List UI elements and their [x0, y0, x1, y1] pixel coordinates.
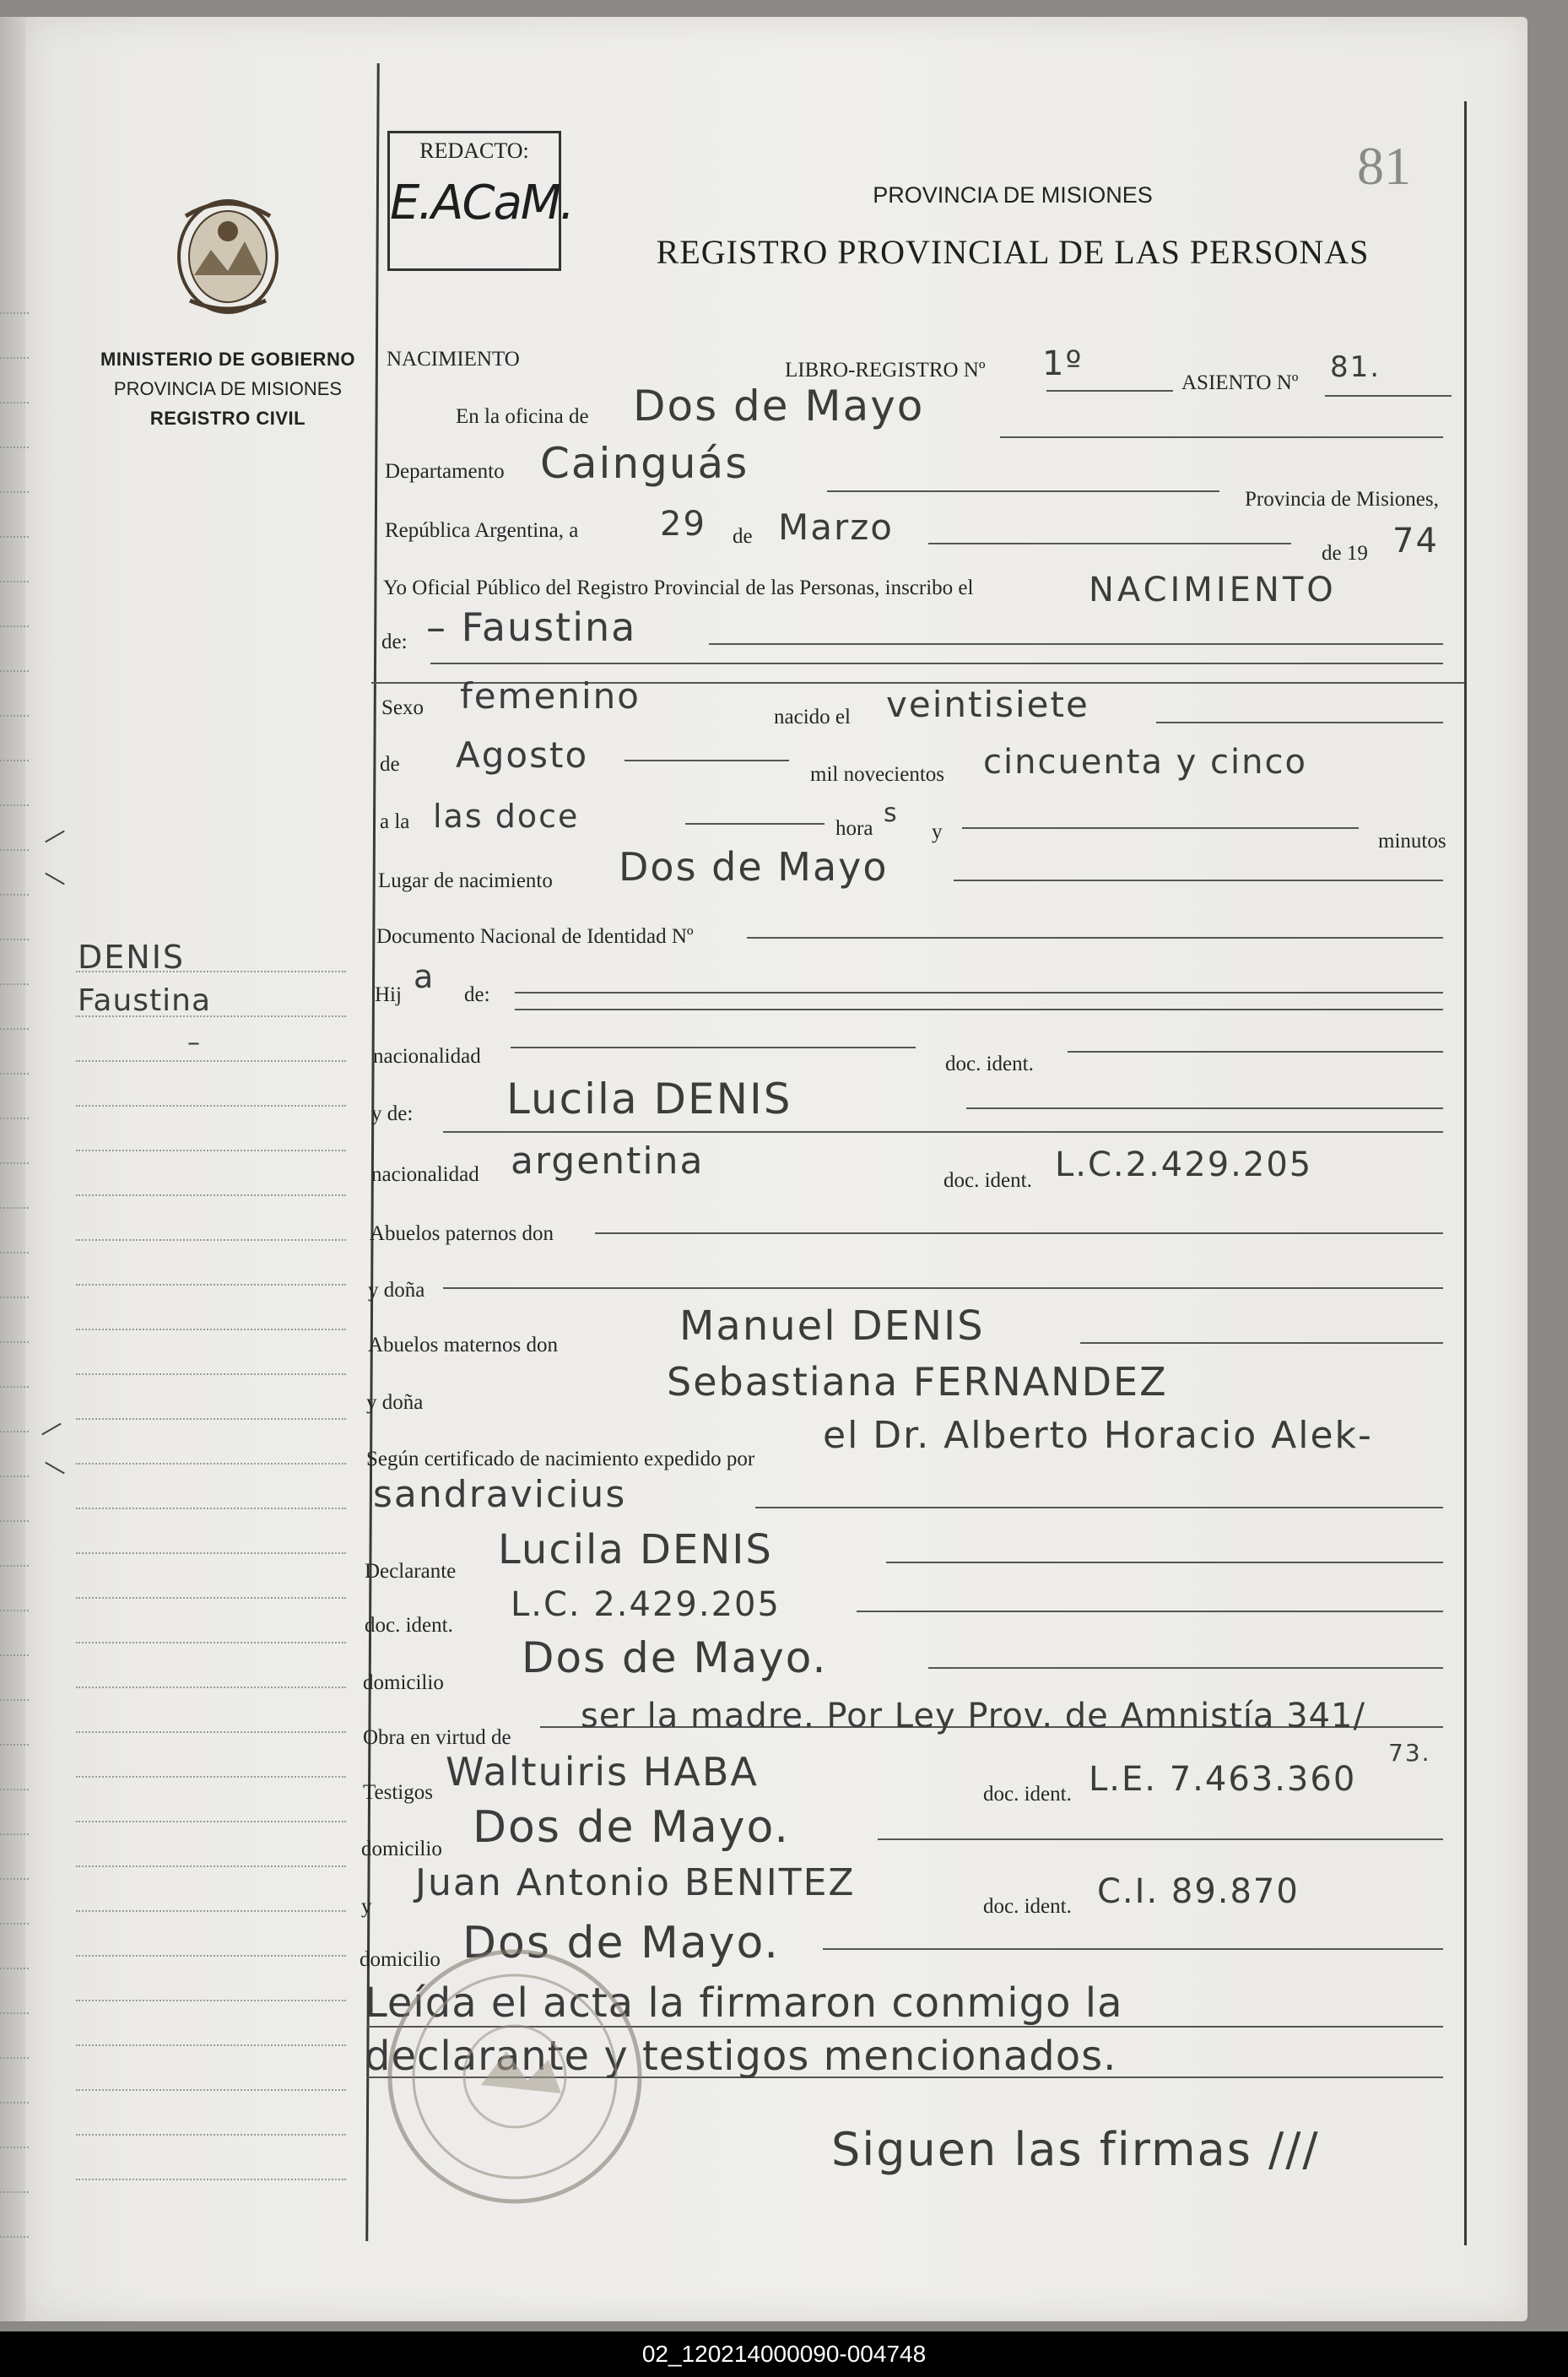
label-documento: Documento Nacional de Identidad Nº: [376, 925, 694, 948]
entry-abuelo-materno: Manuel DENIS: [679, 1302, 985, 1350]
scan-id: 02_120214000090-004748: [641, 2341, 927, 2367]
entry-dia: 29: [660, 505, 706, 544]
label-nacionalidad-madre: nacionalidad: [371, 1163, 479, 1186]
binding-dotted-line: [0, 491, 29, 493]
margin-dotted-line: [76, 1597, 346, 1599]
binding-dotted-line: [0, 1923, 29, 1925]
margin-dotted-line: [76, 1642, 346, 1643]
label-dona-materna: y doña: [366, 1391, 424, 1414]
rule-agosto: [624, 760, 789, 761]
rule-hij-2: [515, 1009, 1443, 1010]
label-nacionalidad-padre: nacionalidad: [373, 1045, 481, 1068]
binding-dotted-line: [0, 1386, 29, 1388]
entry-testigo2-dom: Dos de Mayo.: [462, 1918, 780, 1968]
entry-testigo2-doc: C.I. 89.870: [1097, 1872, 1300, 1911]
redacto-label: REDACTO:: [419, 138, 529, 163]
entry-declarante-dom: Dos de Mayo.: [522, 1633, 828, 1682]
label-de-fecha: de: [380, 753, 400, 776]
binding-dotted-line: [0, 625, 29, 627]
entry-obra-2: 73.: [1388, 1739, 1431, 1767]
margin-dotted-line: [76, 2000, 346, 2001]
entry-nombre: – Faustina: [426, 604, 637, 650]
margin-surname: DENIS: [78, 939, 186, 976]
margin-dash: –: [187, 1028, 202, 1058]
label-dona-paterna: y doña: [368, 1279, 425, 1302]
binding-dotted-line: [0, 2191, 29, 2193]
margin-dotted-line: [76, 1865, 346, 1867]
registry-seal-icon: [380, 1941, 650, 2212]
entry-departamento: Cainguás: [540, 439, 749, 488]
margin-dotted-line: [76, 1731, 346, 1733]
entry-oficina: Dos de Mayo: [633, 382, 925, 430]
rule-lugar: [954, 880, 1443, 881]
label-republica: República Argentina, a: [385, 519, 579, 542]
rule-dona-pat: [443, 1287, 1443, 1289]
margin-dotted-line: [76, 1955, 346, 1957]
binding-dotted-line: [0, 581, 29, 582]
margin-dotted-line: [76, 2044, 346, 2046]
entry-hora-suffix: s: [884, 799, 899, 828]
entry-declarante: Lucila DENIS: [498, 1526, 773, 1573]
margin-dotted-line: [76, 2089, 346, 2091]
ministry-line-2: PROVINCIA DE MISIONES: [113, 378, 343, 399]
label-testigos: Testigos: [363, 1781, 433, 1804]
margin-dotted-line: [76, 1284, 346, 1286]
binding-dotted-line: [0, 849, 29, 851]
label-segun: Según certificado de nacimiento expedido por: [366, 1448, 755, 1470]
binding-dotted-line: [0, 357, 29, 359]
label-yo-oficial: Yo Oficial Público del Registro Provincial de las Personas, inscribo el: [383, 577, 974, 599]
rule-test1-dom: [878, 1838, 1443, 1840]
entry-obra: ser la madre. Por Ley Prov. de Amnistía 341/: [581, 1697, 1365, 1735]
binding-dotted-line: [0, 447, 29, 448]
entry-testigo2: Juan Antonio BENITEZ: [415, 1861, 856, 1904]
margin-dotted-line: [76, 1418, 346, 1420]
label-hij: Hij: [375, 983, 402, 1006]
redacto-box: [387, 131, 574, 271]
binding-dotted-line: [0, 894, 29, 896]
entry-madre: Lucila DENIS: [506, 1075, 792, 1124]
entry-madre-doc: L.C.2.429.205: [1055, 1145, 1313, 1184]
binding-dotted-line: [0, 1654, 29, 1656]
label-nacido-el: nacido el: [774, 706, 851, 728]
binding-dotted-line: [0, 2236, 29, 2238]
label-doc-declarante: doc. ident.: [365, 1614, 453, 1637]
entry-anio: 74: [1392, 522, 1439, 560]
provincial-crest-icon: [169, 191, 287, 317]
label-doc-testigo2: doc. ident.: [983, 1895, 1072, 1918]
rule-departamento: [827, 490, 1219, 492]
binding-dotted-line: [0, 1431, 29, 1432]
binding-dotted-line: [0, 1878, 29, 1880]
label-de-nombre: de:: [381, 631, 408, 653]
label-declarante: Declarante: [365, 1560, 457, 1583]
margin-dotted-line: [76, 1194, 346, 1196]
entry-mes-nac: Agosto: [456, 734, 589, 776]
label-y-testigo2: y: [361, 1895, 372, 1918]
label-abuelos-maternos: Abuelos maternos don: [368, 1334, 558, 1356]
binding-dotted-line: [0, 1968, 29, 1969]
binding-dotted-line: [0, 2147, 29, 2148]
entry-acto: NACIMIENTO: [1089, 571, 1337, 609]
rule-libro: [1046, 390, 1173, 392]
rule-declarante: [886, 1562, 1443, 1563]
binding-dotted-line: [0, 1073, 29, 1075]
entry-sexo: femenino: [460, 675, 641, 717]
rule-nombre-2: [430, 663, 1443, 664]
margin-dotted-line: [76, 1150, 346, 1151]
ministry-line-1: MINISTERIO DE GOBIERNO: [100, 349, 355, 370]
rule-decl-dom: [928, 1667, 1443, 1669]
rule-doc-padre: [1068, 1051, 1443, 1053]
entry-testigo1: Waltuiris HABA: [446, 1749, 759, 1795]
binding-dotted-line: [0, 715, 29, 717]
binding-dotted-line: [0, 536, 29, 538]
rule-madre-2: [443, 1131, 1443, 1133]
rule-asiento: [1325, 395, 1452, 397]
province-heading: PROVINCIA DE MISIONES: [873, 182, 1153, 208]
label-doc-madre: doc. ident.: [944, 1169, 1032, 1192]
label-doc-testigo1: doc. ident.: [983, 1783, 1072, 1806]
rule-fecha: [928, 543, 1291, 544]
label-nacimiento: NACIMIENTO: [387, 348, 520, 371]
rule-abuelos-pat: [595, 1232, 1443, 1234]
entry-lugar: Dos de Mayo: [619, 844, 889, 890]
label-y-de: y de:: [371, 1102, 414, 1125]
ministry-line-3: REGISTRO CIVIL: [149, 408, 306, 429]
entry-certificado-2: sandravicius: [373, 1473, 627, 1516]
binding-dotted-line: [0, 402, 29, 403]
entry-anio-nac: cincuenta y cinco: [983, 743, 1307, 782]
rule-abuelos-mat: [1080, 1342, 1443, 1344]
margin-dotted-line: [76, 1239, 346, 1241]
entry-cierre-2: declarante y testigos mencionados.: [365, 2033, 1117, 2080]
margin-dotted-line: [76, 1776, 346, 1778]
binding-dotted-line: [0, 2102, 29, 2104]
margin-given-name: Faustina: [78, 983, 212, 1018]
label-provincia: Provincia de Misiones,: [1245, 488, 1439, 511]
scan-id-bar: [0, 2331, 1568, 2377]
binding-dotted-line: [0, 1565, 29, 1567]
entry-asiento-no: 81.: [1330, 350, 1381, 384]
entry-mes: Marzo: [778, 506, 894, 548]
entry-nacido-el: veintisiete: [886, 684, 1089, 725]
entry-libro-no: 1º: [1042, 344, 1084, 383]
margin-dotted-line: [76, 1060, 346, 1062]
margin-dotted-line: [76, 1463, 346, 1465]
binding-dotted-line: [0, 2057, 29, 2059]
binding-dotted-line: [0, 1341, 29, 1343]
binding-dotted-line: [0, 1475, 29, 1477]
label-minutos: minutos: [1378, 830, 1446, 853]
label-domicilio-declarante: domicilio: [363, 1671, 444, 1694]
page-number: 81: [1357, 136, 1411, 196]
label-y: y: [932, 820, 943, 843]
entry-abuela-materna: Sebastiana FERNANDEZ: [667, 1359, 1168, 1405]
label-a-la: a la: [380, 810, 410, 833]
entry-cierre-1: Leída el acta la firmaron conmigo la: [365, 1979, 1123, 2027]
margin-dotted-line: [76, 1910, 346, 1912]
label-departamento: Departamento: [385, 460, 505, 483]
label-oficina: En la oficina de: [456, 405, 589, 428]
right-rule: [1464, 101, 1467, 2245]
label-asiento: ASIENTO Nº: [1181, 371, 1299, 394]
rule-nacido: [1156, 722, 1443, 723]
label-doc-padre: doc. ident.: [945, 1053, 1034, 1075]
rule-decl-doc: [857, 1611, 1443, 1612]
binding-dotted-line: [0, 1028, 29, 1030]
rule-nombre-1: [709, 643, 1443, 645]
binding-dotted-line: [0, 312, 29, 314]
rule-certificado-2: [755, 1507, 1443, 1508]
redacto-initials: E.ACaM.: [390, 176, 574, 230]
entry-certificado-1: el Dr. Alberto Horacio Alek-: [823, 1414, 1373, 1457]
binding-dotted-line: [0, 1207, 29, 1209]
margin-dotted-line: [76, 1329, 346, 1330]
entry-testigo1-dom: Dos de Mayo.: [473, 1802, 790, 1853]
entry-hij-suffix: a: [414, 958, 435, 995]
margin-dotted-line: [76, 1508, 346, 1509]
binding-dotted-line: [0, 1744, 29, 1746]
entry-madre-nac: argentina: [511, 1140, 705, 1183]
label-domicilio-testigo1: domicilio: [361, 1838, 442, 1860]
margin-dotted-line: [76, 1687, 346, 1688]
entry-declarante-doc: L.C. 2.429.205: [511, 1585, 781, 1624]
label-abuelos-paternos: Abuelos paternos don: [370, 1222, 554, 1245]
margin-dotted-line: [76, 1105, 346, 1107]
rule-minutos: [962, 827, 1359, 829]
margin-dotted-line: [76, 1373, 346, 1375]
margin-dotted-line: [76, 2179, 346, 2180]
rule-test2-dom: [823, 1948, 1443, 1950]
margin-dotted-line: [76, 1552, 346, 1554]
entry-firmas: Siguen las firmas ///: [831, 2123, 1320, 2176]
binding-dotted-line: [0, 760, 29, 761]
label-de-mes: de: [733, 525, 753, 548]
label-sexo: Sexo: [381, 696, 424, 719]
label-domicilio-testigo2: domicilio: [360, 1948, 441, 1971]
rule-nac-padre: [511, 1047, 916, 1048]
binding-dotted-line: [0, 2012, 29, 2014]
label-mil-novecientos: mil novecientos: [810, 763, 944, 786]
registry-title: REGISTRO PROVINCIAL DE LAS PERSONAS: [656, 233, 1370, 271]
label-de-19: de 19: [1322, 542, 1368, 565]
ministry-block: [93, 344, 363, 433]
binding-dotted-line: [0, 939, 29, 940]
binding-dotted-line: [0, 1789, 29, 1790]
rule-oficina: [1000, 436, 1443, 438]
margin-dotted-line: [76, 2134, 346, 2136]
binding-dotted-line: [0, 1162, 29, 1164]
binding-dotted-line: [0, 1252, 29, 1253]
entry-testigo1-doc: L.E. 7.463.360: [1089, 1760, 1357, 1799]
margin-dotted-line: [76, 1821, 346, 1822]
binding-dotted-line: [0, 1699, 29, 1701]
binding-dotted-line: [0, 804, 29, 806]
binding-dotted-line: [0, 670, 29, 672]
binding-dotted-line: [0, 1833, 29, 1835]
label-obra: Obra en virtud de: [363, 1726, 511, 1749]
label-hora: hora: [835, 817, 873, 840]
rule-hij-1: [515, 992, 1443, 994]
binding-dotted-line: [0, 1520, 29, 1522]
entry-hora: las doce: [433, 798, 580, 835]
binding-dotted-line: [0, 1610, 29, 1611]
binding-dotted-line: [0, 1118, 29, 1119]
label-hij-de: de:: [464, 983, 490, 1006]
rule-madre-1: [966, 1107, 1443, 1109]
label-lugar: Lugar de nacimiento: [378, 869, 553, 892]
binding-dotted-line: [0, 983, 29, 985]
label-libro: LIBRO-REGISTRO Nº: [785, 359, 986, 382]
rule-hora: [685, 823, 825, 825]
rule-documento: [747, 937, 1443, 939]
binding-dotted-line: [0, 1297, 29, 1298]
